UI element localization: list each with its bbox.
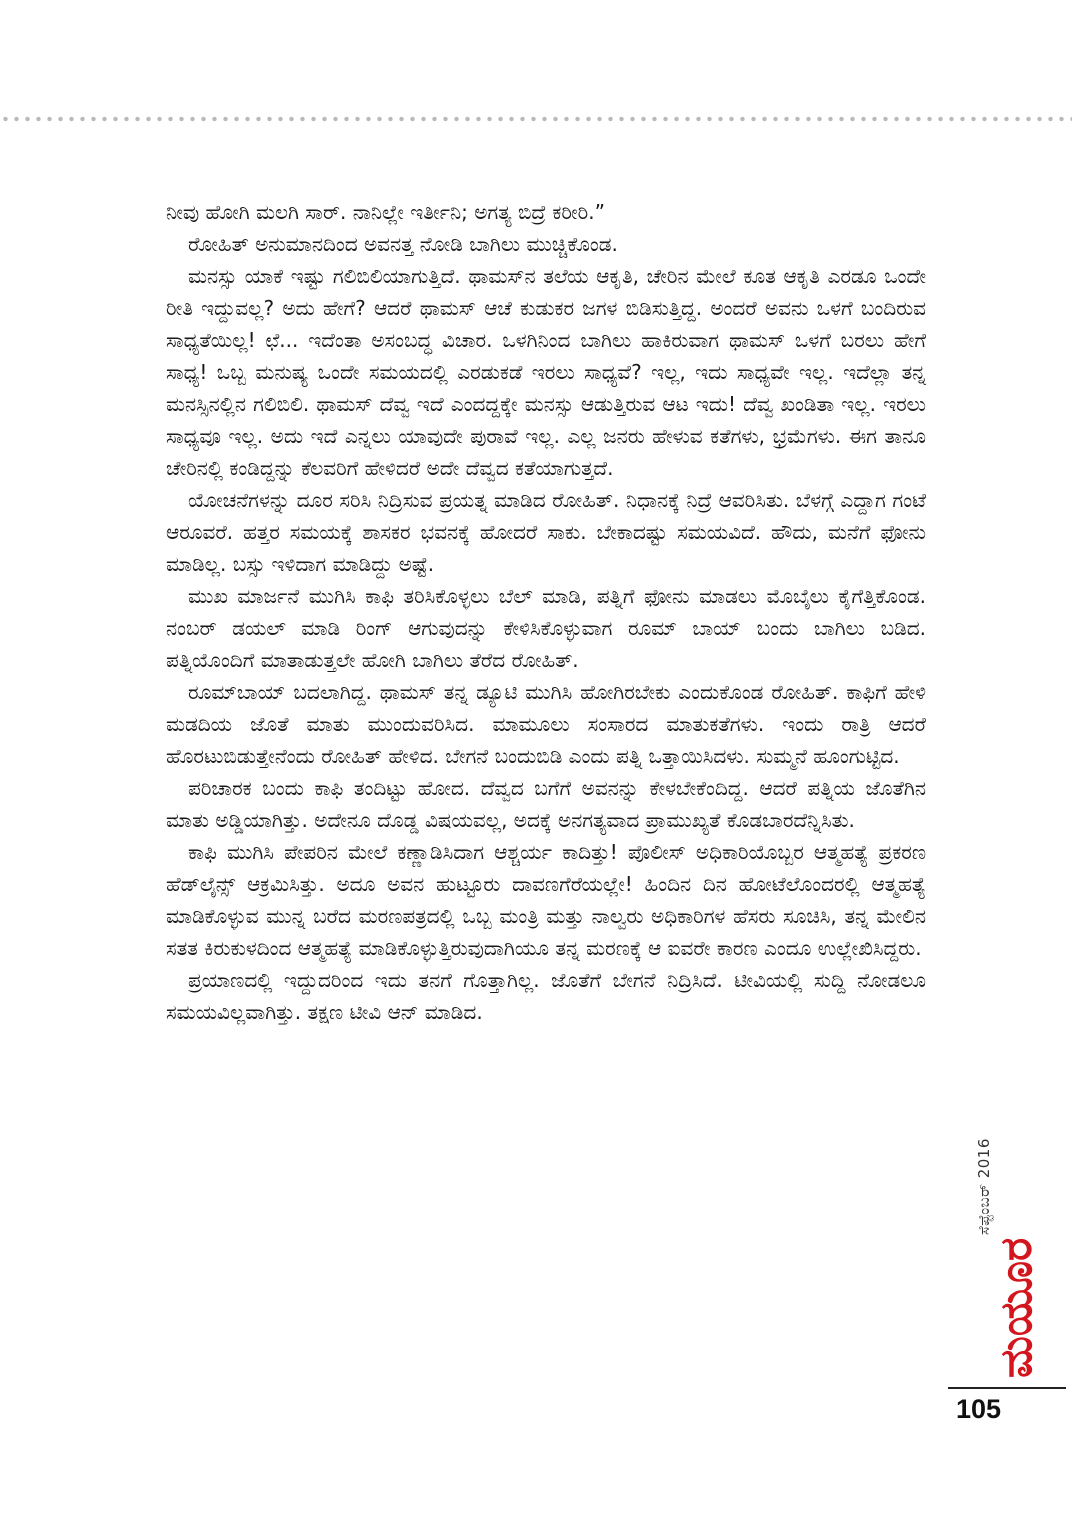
dotted-header-rule: [0, 116, 1072, 122]
paragraph-continuation: ನೀವು ಹೋಗಿ ಮಲಗಿ ಸಾರ್. ನಾನಿಲ್ಲೇ ಇರ್ತೀನಿ; ಅಗತ್ಯ ಬಿದ್ರೆ ಕರೀರಿ.”: [166, 200, 605, 224]
paragraph: ಮನಸ್ಸು ಯಾಕೆ ಇಷ್ಟು ಗಲಿಬಿಲಿಯಾಗುತ್ತಿದೆ. ಥಾಮಸ್‌ನ ತಲೆಯ ಆಕೃತಿ, ಚೇರಿನ ಮೇಲೆ ಕೂತ ಆಕೃತಿ ಎರಡೂ ಒಂದೇ ರೀತಿ ಇದ್ದುವಲ್ಲ? ಅದು ಹೇಗೆ? ಆದರೆ ಥಾಮಸ್ ಆಚೆ ಕುಡುಕರ ಜಗಳ ಬಿಡಿಸುತ್ತಿದ್ದ. ಅಂದರೆ ಅವನು ಒಳಗೆ ಬಂದಿರುವ ಸಾಧ್ಯತೆಯಿಲ್ಲ! ಛೆ... ಇದೆಂತಾ ಅಸಂಬದ್ಧ ವಿಚಾರ. ಒಳಗಿನಿಂದ ಬಾಗಿಲು ಹಾಕಿರುವಾಗ ಥಾಮಸ್ ಒಳಗೆ ಬರಲು ಹೇಗೆ ಸಾಧ್ಯ! ಒಬ್ಬ ಮನುಷ್ಯ ಒಂದೇ ಸಮಯದಲ್ಲಿ ಎರಡುಕಡೆ ಇರಲು ಸಾಧ್ಯವೆ? ಇಲ್ಲ, ಇದು ಸಾಧ್ಯವೇ ಇಲ್ಲ. ಇದೆಲ್ಲಾ ತನ್ನ ಮನಸ್ಸಿನಲ್ಲಿನ ಗಲಿಬಿಲಿ. ಥಾಮಸ್ ದೆವ್ವ ಇದೆ ಎಂದದ್ದಕ್ಕೇ ಮನಸ್ಸು ಆಡುತ್ತಿರುವ ಆಟ ಇದು! ದೆವ್ವ ಖಂಡಿತಾ ಇಲ್ಲ. ಇರಲು ಸಾಧ್ಯವೂ ಇಲ್ಲ. ಅದು ಇದೆ ಎನ್ನಲು ಯಾವುದೇ ಪುರಾವೆ ಇಲ್ಲ. ಎಲ್ಲ ಜನರು ಹೇಳುವ ಕತೆಗಳು, ಭ್ರಮೆಗಳು. ಈಗ ತಾನೂ ಚೇರಿನಲ್ಲಿ ಕಂಡಿದ್ದನ್ನು ಕೆಲವರಿಗೆ ಹೇಳಿದರೆ ಅದೇ ದೆವ್ವದ ಕತೆಯಾಗುತ್ತದೆ.: [166, 264, 933, 480]
paragraph: ಮುಖ ಮಾರ್ಜನೆ ಮುಗಿಸಿ ಕಾಫಿ ತರಿಸಿಕೊಳ್ಳಲು ಬೆಲ್ ಮಾಡಿ, ಪತ್ನಿಗೆ ಫೋನು ಮಾಡಲು ಮೊಬೈಲು ಕೈಗೆತ್ತಿಕೊಂಡ. ನಂಬರ್ ಡಯಲ್ ಮಾಡಿ ರಿಂಗ್ ಆಗುವುದನ್ನು ಕೇಳಿಸಿಕೊಳ್ಳುವಾಗ ರೂಮ್ ಬಾಯ್ ಬಂದು ಬಾಗಿಲು ಬಡಿದ. ಪತ್ನಿಯೊಂದಿಗೆ ಮಾತಾಡುತ್ತಲೇ ಹೋಗಿ ಬಾಗಿಲು ತೆರೆದ ರೋಹಿತ್.: [166, 584, 933, 672]
issue-date: ಸೆಪ್ಟೆಂಬರ್ 2016: [975, 1138, 993, 1235]
page-number-rule: [948, 1387, 1066, 1389]
paragraph: ಕಾಫಿ ಮುಗಿಸಿ ಪೇಪರಿನ ಮೇಲೆ ಕಣ್ಣಾಡಿಸಿದಾಗ ಆಶ್ಚರ್ಯ ಕಾದಿತ್ತು! ಪೊಲೀಸ್ ಅಧಿಕಾರಿಯೊಬ್ಬರ ಆತ್ಮಹತ್ಯೆ ಪ್ರಕರಣ ಹೆಡ್‌ಲೈನ್ಸ್ ಆಕ್ರಮಿಸಿತ್ತು. ಅದೂ ಅವನ ಹುಟ್ಟೂರು ದಾವಣಗೆರೆಯಲ್ಲೇ! ಹಿಂದಿನ ದಿನ ಹೋಟೆಲೊಂದರಲ್ಲಿ ಆತ್ಮಹತ್ಯೆ ಮಾಡಿಕೊಳ್ಳುವ ಮುನ್ನ ಬರೆದ ಮರಣಪತ್ರದಲ್ಲಿ ಒಬ್ಬ ಮಂತ್ರಿ ಮತ್ತು ನಾಲ್ವರು ಅಧಿಕಾರಿಗಳ ಹೆಸರು ಸೂಚಿಸಿ, ತನ್ನ ಮೇಲಿನ ಸತತ ಕಿರುಕುಳದಿಂದ ಆತ್ಮಹತ್ಯೆ ಮಾಡಿಕೊಳ್ಳುತ್ತಿರುವುದಾಗಿಯೂ ತನ್ನ ಮರಣಕ್ಕೆ ಆ ಐವರೇ ಕಾರಣ ಎಂದೂ ಉಲ್ಲೇಖಿಸಿದ್ದರು.: [166, 840, 933, 960]
paragraph: ಪ್ರಯಾಣದಲ್ಲಿ ಇದ್ದುದರಿಂದ ಇದು ತನಗೆ ಗೊತ್ತಾಗಿಲ್ಲ. ಜೊತೆಗೆ ಬೇಗನೆ ನಿದ್ರಿಸಿದೆ. ಟೀವಿಯಲ್ಲಿ ಸುದ್ದಿ ನೋಡಲೂ ಸಮಯವಿಲ್ಲವಾಗಿತ್ತು. ತಕ್ಷಣ ಟೀವಿ ಆನ್ ಮಾಡಿದ.: [166, 968, 933, 1024]
article-body: [166, 196, 933, 1028]
paragraph: ಪರಿಚಾರಕ ಬಂದು ಕಾಫಿ ತಂದಿಟ್ಟು ಹೋದ. ದೆವ್ವದ ಬಗೆಗೆ ಅವನನ್ನು ಕೇಳಬೇಕೆಂದಿದ್ದ. ಆದರೆ ಪತ್ನಿಯ ಜೊತೆಗಿನ ಮಾತು ಅಡ್ಡಿಯಾಗಿತ್ತು. ಅದೇನೂ ದೊಡ್ಡ ವಿಷಯವಲ್ಲ, ಅದಕ್ಕೆ ಅನಗತ್ಯವಾದ ಪ್ರಾಮುಖ್ಯತೆ ಕೊಡಬಾರದೆನ್ನಿಸಿತು.: [166, 776, 933, 832]
page-number: 105: [956, 1394, 1002, 1424]
magazine-logo: ಮಯೂರ: [991, 1237, 1042, 1378]
paragraph: ರೋಹಿತ್ ಅನುಮಾನದಿಂದ ಅವನತ್ತ ನೋಡಿ ಬಾಗಿಲು ಮುಚ್ಚಿಕೊಂಡ.: [188, 232, 618, 256]
paragraph: ಯೋಚನೆಗಳನ್ನು ದೂರ ಸರಿಸಿ ನಿದ್ರಿಸುವ ಪ್ರಯತ್ನ ಮಾಡಿದ ರೋಹಿತ್. ನಿಧಾನಕ್ಕೆ ನಿದ್ರೆ ಆವರಿಸಿತು. ಬೆಳಗ್ಗೆ ಎದ್ದಾಗ ಗಂಟೆ ಆರೂವರೆ. ಹತ್ತರ ಸಮಯಕ್ಕೆ ಶಾಸಕರ ಭವನಕ್ಕೆ ಹೋದರೆ ಸಾಕು. ಬೇಕಾದಷ್ಟು ಸಮಯವಿದೆ. ಹೌದು, ಮನೆಗೆ ಫೋನು ಮಾಡಿಲ್ಲ. ಬಸ್ಸು ಇಳಿದಾಗ ಮಾಡಿದ್ದು ಅಷ್ಟೆ.: [166, 488, 933, 576]
paragraph: ರೂಮ್‌ಬಾಯ್ ಬದಲಾಗಿದ್ದ. ಥಾಮಸ್ ತನ್ನ ಡ್ಯೂಟಿ ಮುಗಿಸಿ ಹೋಗಿರಬೇಕು ಎಂದುಕೊಂಡ ರೋಹಿತ್. ಕಾಫಿಗೆ ಹೇಳಿ ಮಡದಿಯ ಜೊತೆ ಮಾತು ಮುಂದುವರಿಸಿದ. ಮಾಮೂಲು ಸಂಸಾರದ ಮಾತುಕತೆಗಳು. ಇಂದು ರಾತ್ರಿ ಆದರೆ ಹೊರಟುಬಿಡುತ್ತೇನೆಂದು ರೋಹಿತ್ ಹೇಳಿದ. ಬೇಗನೆ ಬಂದುಬಿಡಿ ಎಂದು ಪತ್ನಿ ಒತ್ತಾಯಿಸಿದಳು. ಸುಮ್ಮನೆ ಹೂಂಗುಟ್ಟಿದ.: [166, 680, 933, 768]
